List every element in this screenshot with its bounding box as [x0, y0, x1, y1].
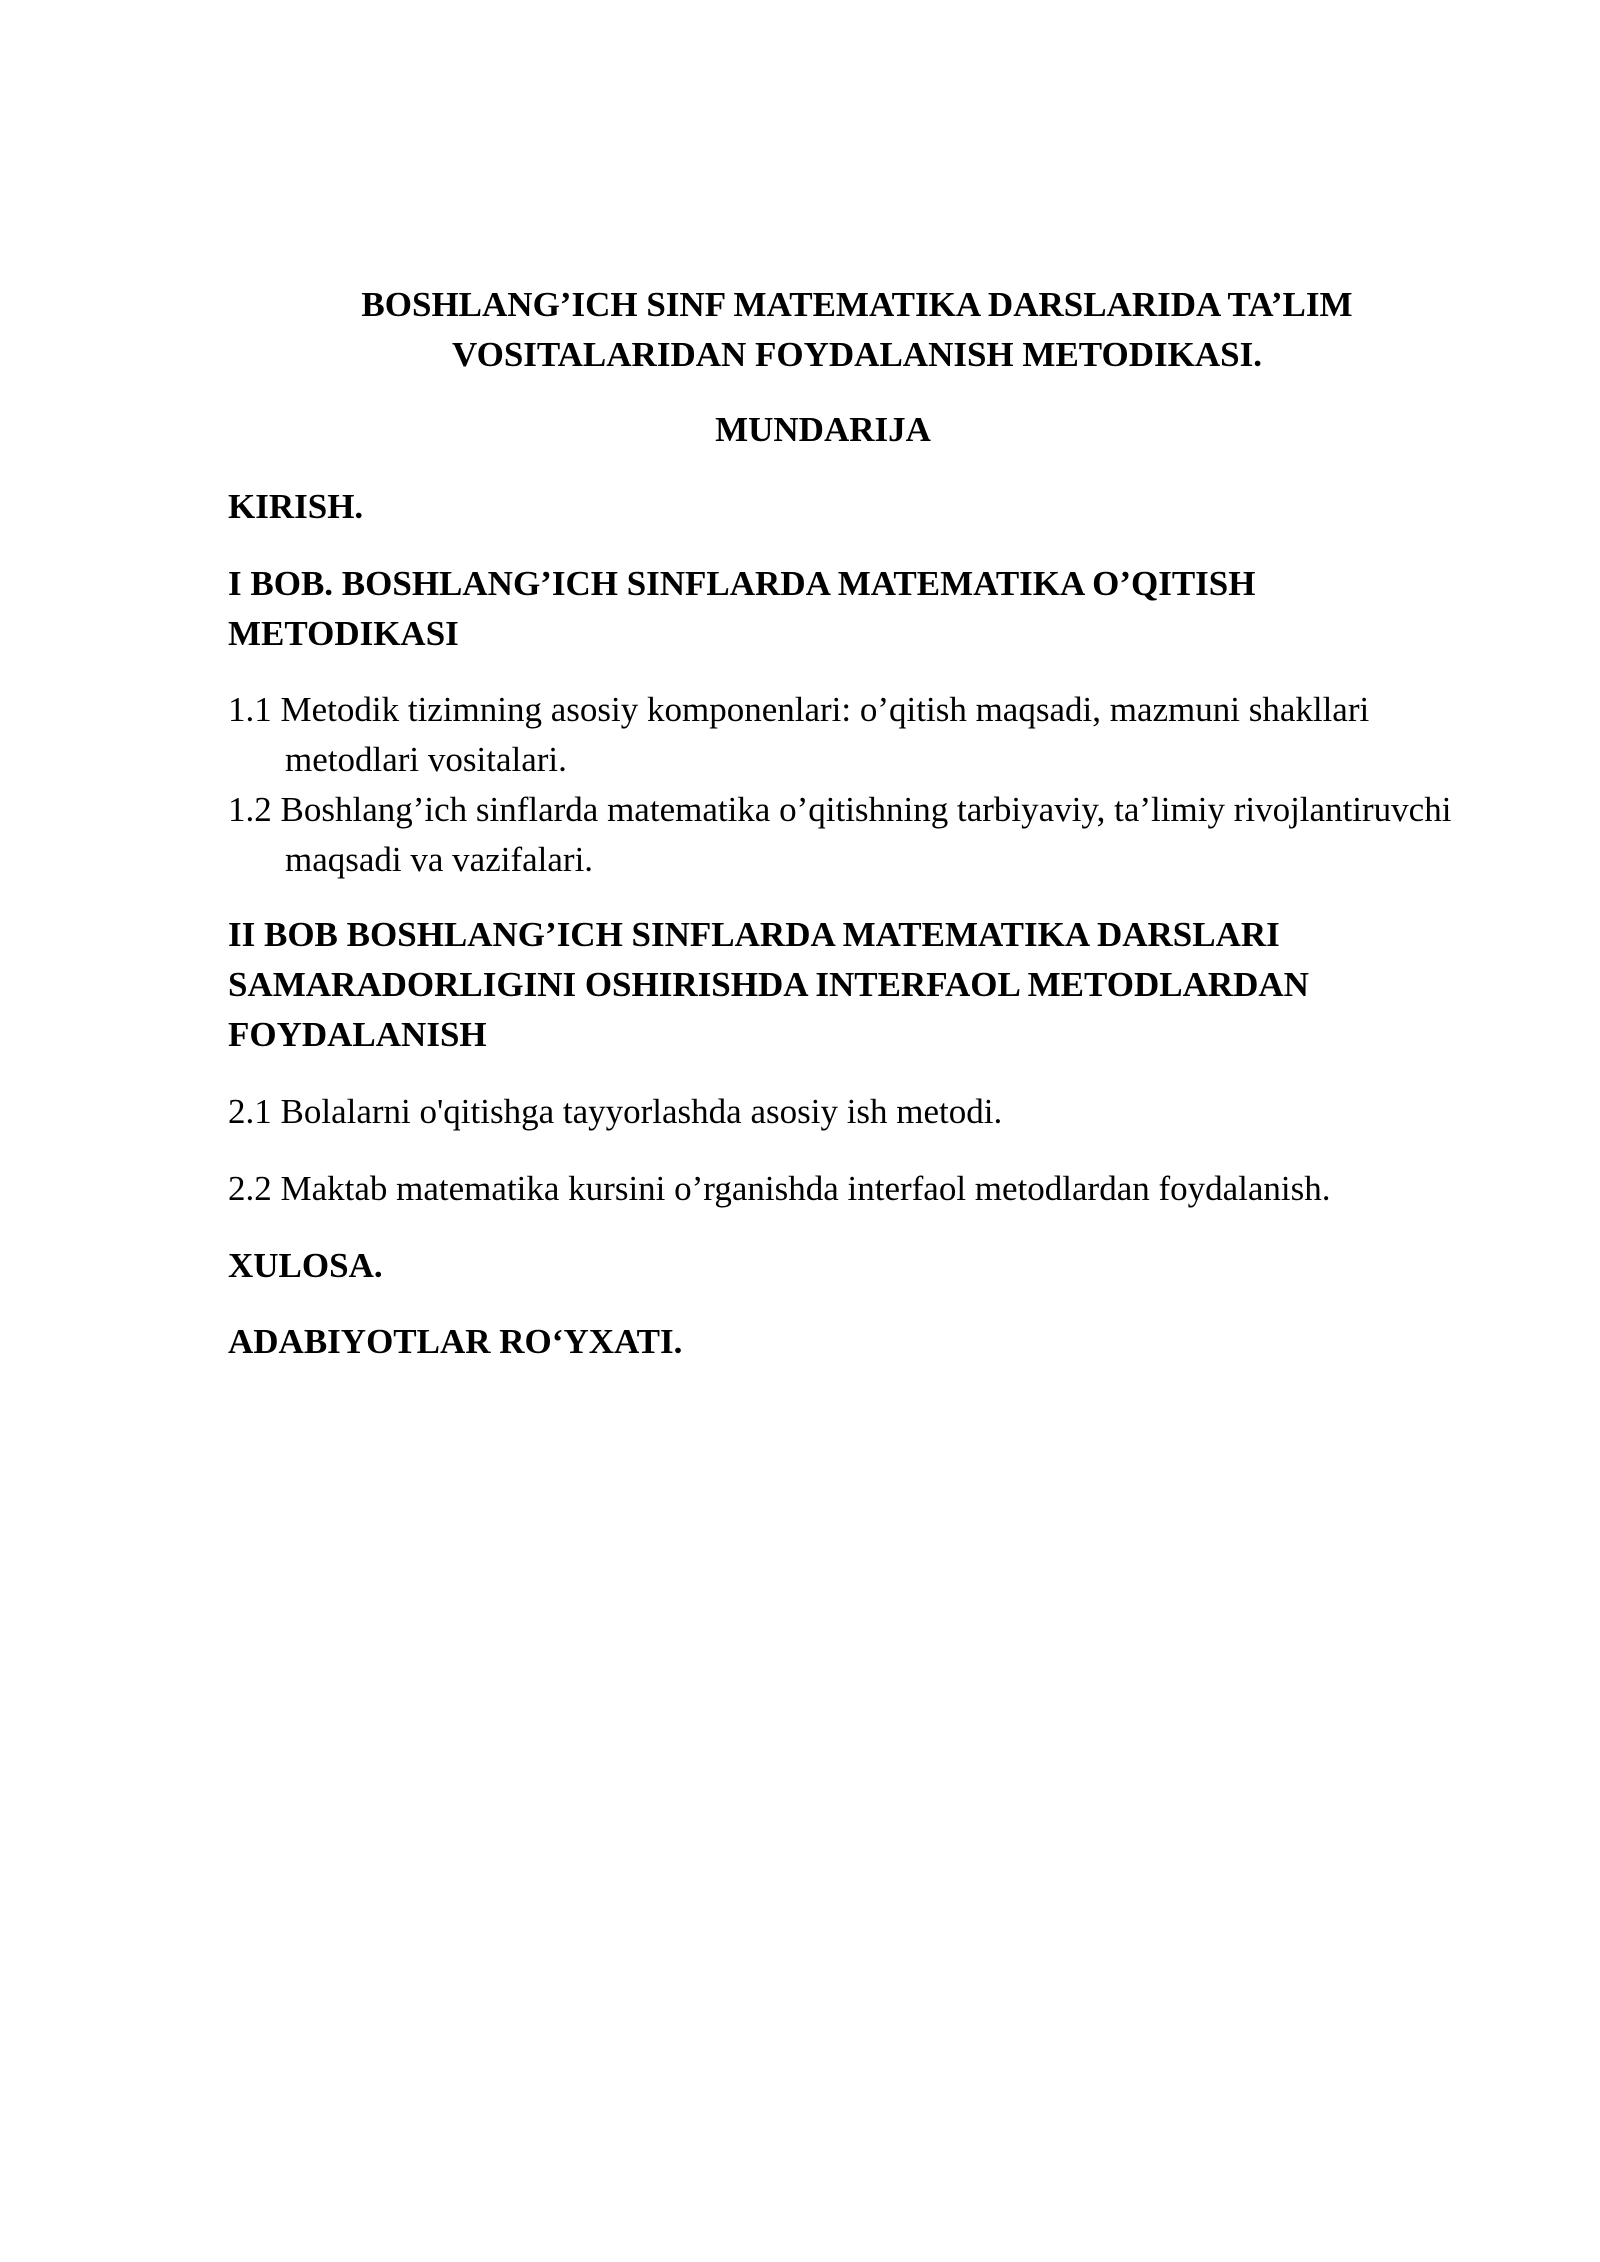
toc-entry-adabiyotlar: ADABIYOTLAR RO‘YXATI. [228, 1322, 683, 1361]
toc-entry-section-2-2: 2.2 Maktab matematika kursini o’rganishda interfaol metodlardan foydalanish. [228, 1169, 1331, 1208]
toc-entry-section-1-2: 1.2 Boshlang’ich sinflarda matematika o’qitishning tarbiyaviy, ta’limiy rivojlantiruvchi maqsadi va vazifalari. [228, 790, 1452, 879]
toc-heading: MUNDARIJA [715, 410, 931, 449]
toc-entry-chapter-1: I BOB. BOSHLANG’ICH SINFLARDA MATEMATIKA O’QITISH METODIKASI [228, 564, 1256, 653]
toc-entry-section-2-1: 2.1 Bolalarni o'qitishga tayyorlashda asosiy ish metodi. [228, 1092, 1003, 1131]
toc-entry-xulosa: XULOSA. [228, 1246, 383, 1285]
toc-entry-section-1-1: 1.1 Metodik tizimning asosiy komponenlari: o’qitish maqsadi, mazmuni shakllari metodlari vositalari. [228, 690, 1370, 779]
document-title: BOSHLANG’ICH SINF MATEMATIKA DARSLARIDA TA’LIM VOSITALARIDAN FOYDALANISH METODIKASI. [361, 285, 1353, 374]
toc-entry-chapter-2: II BOB BOSHLANG’ICH SINFLARDA MATEMATIKA DARSLARI SAMARADORLIGINI OSHIRISHDA INTERFAOL METODLARDAN FOYDALANISH [228, 915, 1309, 1054]
toc-entry-kirish: KIRISH. [228, 487, 364, 526]
